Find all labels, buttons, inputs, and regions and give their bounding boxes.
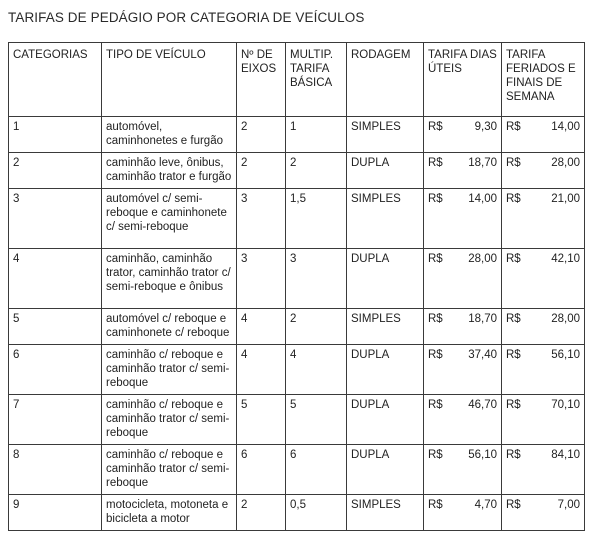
cell-tarifa-feriados bbox=[502, 309, 585, 345]
price-amount: 18,70 bbox=[468, 313, 497, 325]
toll-rates-table bbox=[8, 42, 585, 531]
table-row bbox=[9, 249, 585, 309]
cell-tarifa-dias-uteis bbox=[424, 153, 502, 189]
currency-symbol: R$ bbox=[428, 313, 443, 325]
header-tarifa-dias-uteis: TARIFA DIAS ÚTEIS bbox=[424, 43, 502, 117]
currency-symbol: R$ bbox=[428, 399, 443, 411]
cell-tarifa-feriados bbox=[502, 395, 585, 445]
page-title: TARIFAS DE PEDÁGIO POR CATEGORIA DE VEÍCULOS bbox=[8, 10, 365, 25]
cell-eixos: 4 bbox=[237, 345, 286, 395]
currency-symbol: R$ bbox=[428, 499, 443, 511]
cell-tipo-veiculo: motocicleta, motoneta e bicicleta a motor bbox=[102, 495, 237, 531]
cell-categoria: 7 bbox=[9, 395, 102, 445]
cell-rodagem: DUPLA bbox=[347, 345, 424, 395]
currency-symbol: R$ bbox=[428, 193, 443, 205]
cell-eixos: 2 bbox=[237, 117, 286, 153]
cell-tarifa-dias-uteis bbox=[424, 345, 502, 395]
cell-tarifa-feriados bbox=[502, 153, 585, 189]
currency-symbol: R$ bbox=[428, 121, 443, 133]
currency-symbol: R$ bbox=[506, 499, 521, 511]
cell-multip: 6 bbox=[286, 445, 347, 495]
currency-symbol: R$ bbox=[506, 313, 521, 325]
cell-tarifa-feriados bbox=[502, 495, 585, 531]
currency-symbol: R$ bbox=[506, 121, 521, 133]
table-row bbox=[9, 345, 585, 395]
price-value bbox=[506, 398, 580, 412]
cell-tarifa-feriados bbox=[502, 445, 585, 495]
price-value bbox=[506, 192, 580, 206]
cell-rodagem: SIMPLES bbox=[347, 117, 424, 153]
currency-symbol: R$ bbox=[428, 349, 443, 361]
cell-multip: 5 bbox=[286, 395, 347, 445]
price-value bbox=[506, 448, 580, 462]
cell-tipo-veiculo: automóvel c/ semi-reboque e caminhonete c/ semi-reboque bbox=[102, 189, 237, 249]
price-value bbox=[428, 448, 497, 462]
price-value bbox=[428, 156, 497, 170]
price-value bbox=[428, 498, 497, 512]
header-tipo-veiculo: TIPO DE VEÍCULO bbox=[102, 43, 237, 117]
price-amount: 4,70 bbox=[474, 499, 497, 511]
cell-rodagem: SIMPLES bbox=[347, 309, 424, 345]
currency-symbol: R$ bbox=[506, 399, 521, 411]
price-value bbox=[506, 312, 580, 326]
price-amount: 70,10 bbox=[551, 399, 580, 411]
cell-rodagem: SIMPLES bbox=[347, 189, 424, 249]
header-rodagem: RODAGEM bbox=[347, 43, 424, 117]
cell-categoria: 8 bbox=[9, 445, 102, 495]
price-amount: 56,10 bbox=[468, 449, 497, 461]
cell-tarifa-dias-uteis bbox=[424, 117, 502, 153]
cell-multip: 1,5 bbox=[286, 189, 347, 249]
price-value bbox=[506, 498, 580, 512]
cell-categoria: 2 bbox=[9, 153, 102, 189]
cell-eixos: 3 bbox=[237, 249, 286, 309]
table-row bbox=[9, 495, 585, 531]
table-row bbox=[9, 309, 585, 345]
cell-categoria: 5 bbox=[9, 309, 102, 345]
price-amount: 37,40 bbox=[468, 349, 497, 361]
cell-multip: 4 bbox=[286, 345, 347, 395]
cell-multip: 2 bbox=[286, 153, 347, 189]
cell-eixos: 4 bbox=[237, 309, 286, 345]
cell-eixos: 6 bbox=[237, 445, 286, 495]
price-value bbox=[506, 252, 580, 266]
cell-tipo-veiculo: caminhão leve, ônibus, caminhão trator e furgão bbox=[102, 153, 237, 189]
cell-categoria: 3 bbox=[9, 189, 102, 249]
table-header-row bbox=[9, 43, 585, 117]
price-value bbox=[428, 312, 497, 326]
cell-categoria: 6 bbox=[9, 345, 102, 395]
cell-categoria: 9 bbox=[9, 495, 102, 531]
cell-tarifa-dias-uteis bbox=[424, 189, 502, 249]
price-amount: 28,00 bbox=[468, 253, 497, 265]
cell-tipo-veiculo: caminhão c/ reboque e caminhão trator c/ semi-reboque bbox=[102, 395, 237, 445]
price-amount: 9,30 bbox=[474, 121, 497, 133]
cell-categoria: 1 bbox=[9, 117, 102, 153]
currency-symbol: R$ bbox=[506, 157, 521, 169]
header-tarifa-feriados: TARIFA FERIADOS E FINAIS DE SEMANA bbox=[502, 43, 585, 117]
cell-tarifa-feriados bbox=[502, 189, 585, 249]
cell-rodagem: DUPLA bbox=[347, 445, 424, 495]
cell-rodagem: DUPLA bbox=[347, 395, 424, 445]
cell-multip: 2 bbox=[286, 309, 347, 345]
price-value bbox=[428, 192, 497, 206]
cell-tipo-veiculo: automóvel c/ reboque e caminhonete c/ reboque bbox=[102, 309, 237, 345]
table-body bbox=[9, 117, 585, 531]
cell-tipo-veiculo: caminhão c/ reboque e caminhão trator c/ semi-reboque bbox=[102, 445, 237, 495]
table-row bbox=[9, 189, 585, 249]
currency-symbol: R$ bbox=[506, 349, 521, 361]
table-row bbox=[9, 445, 585, 495]
cell-rodagem: SIMPLES bbox=[347, 495, 424, 531]
currency-symbol: R$ bbox=[428, 157, 443, 169]
header-categorias: CATEGORIAS bbox=[9, 43, 102, 117]
price-value bbox=[428, 348, 497, 362]
currency-symbol: R$ bbox=[506, 449, 521, 461]
cell-tarifa-dias-uteis bbox=[424, 249, 502, 309]
price-value bbox=[506, 156, 580, 170]
cell-tarifa-dias-uteis bbox=[424, 495, 502, 531]
price-amount: 46,70 bbox=[468, 399, 497, 411]
price-amount: 18,70 bbox=[468, 157, 497, 169]
cell-tarifa-feriados bbox=[502, 345, 585, 395]
cell-tarifa-dias-uteis bbox=[424, 309, 502, 345]
price-amount: 42,10 bbox=[551, 253, 580, 265]
cell-tipo-veiculo: caminhão, caminhão trator, caminhão trator c/ semi-reboque e ônibus bbox=[102, 249, 237, 309]
table-row bbox=[9, 153, 585, 189]
cell-categoria: 4 bbox=[9, 249, 102, 309]
price-amount: 84,10 bbox=[551, 449, 580, 461]
currency-symbol: R$ bbox=[428, 253, 443, 265]
cell-multip: 0,5 bbox=[286, 495, 347, 531]
price-amount: 21,00 bbox=[551, 193, 580, 205]
cell-multip: 3 bbox=[286, 249, 347, 309]
cell-eixos: 3 bbox=[237, 189, 286, 249]
table-row bbox=[9, 117, 585, 153]
price-amount: 56,10 bbox=[551, 349, 580, 361]
header-eixos: Nº DE EIXOS bbox=[237, 43, 286, 117]
price-value bbox=[428, 398, 497, 412]
currency-symbol: R$ bbox=[506, 253, 521, 265]
table-row bbox=[9, 395, 585, 445]
cell-eixos: 2 bbox=[237, 153, 286, 189]
price-value bbox=[428, 252, 497, 266]
currency-symbol: R$ bbox=[428, 449, 443, 461]
price-value bbox=[428, 120, 497, 134]
cell-tipo-veiculo: automóvel, caminhonetes e furgão bbox=[102, 117, 237, 153]
price-amount: 28,00 bbox=[551, 313, 580, 325]
price-value bbox=[506, 348, 580, 362]
cell-rodagem: DUPLA bbox=[347, 153, 424, 189]
cell-eixos: 5 bbox=[237, 395, 286, 445]
cell-eixos: 2 bbox=[237, 495, 286, 531]
price-amount: 28,00 bbox=[551, 157, 580, 169]
price-value bbox=[506, 120, 580, 134]
cell-multip: 1 bbox=[286, 117, 347, 153]
header-multip-tarifa: MULTIP. TARIFA BÁSICA bbox=[286, 43, 347, 117]
cell-tarifa-feriados bbox=[502, 249, 585, 309]
currency-symbol: R$ bbox=[506, 193, 521, 205]
cell-tarifa-dias-uteis bbox=[424, 445, 502, 495]
cell-tipo-veiculo: caminhão c/ reboque e caminhão trator c/ semi-reboque bbox=[102, 345, 237, 395]
cell-tarifa-dias-uteis bbox=[424, 395, 502, 445]
price-amount: 14,00 bbox=[551, 121, 580, 133]
cell-rodagem: DUPLA bbox=[347, 249, 424, 309]
price-amount: 14,00 bbox=[468, 193, 497, 205]
cell-tarifa-feriados bbox=[502, 117, 585, 153]
price-amount: 7,00 bbox=[557, 499, 580, 511]
